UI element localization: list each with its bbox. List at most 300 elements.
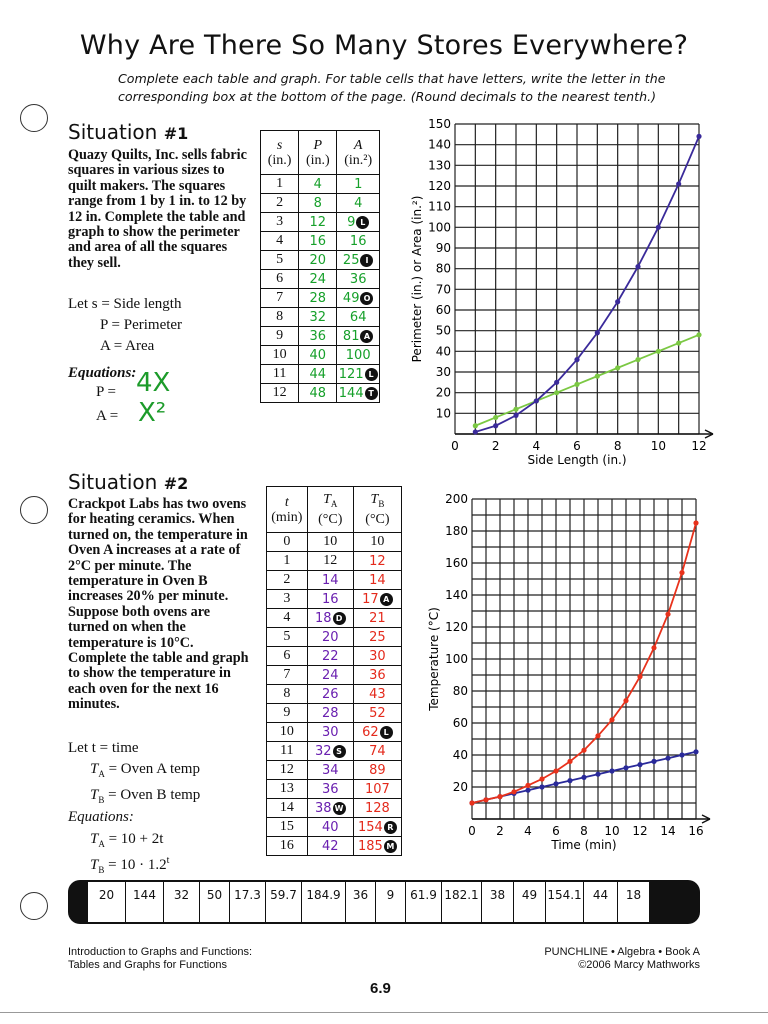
cell-s: 1: [261, 175, 299, 194]
cell-ta: [307, 628, 353, 647]
cell-tb: [353, 704, 401, 723]
cell-s: 6: [261, 270, 299, 289]
cell-a-value: 25: [342, 252, 360, 268]
cell-p: 48: [299, 384, 337, 403]
situation-1-title: Situation: [68, 120, 158, 144]
code-letter-badge: L: [356, 216, 369, 229]
data-point: [534, 398, 539, 403]
variable-s: Let s = Side length: [68, 296, 182, 312]
cell-t: 6: [267, 647, 308, 666]
table-row: [267, 628, 402, 647]
footer-left-line-2: Tables and Graphs for Functions: [68, 959, 227, 971]
variable-t: Let t = time: [68, 740, 139, 756]
cell-a-value: 49: [342, 290, 360, 306]
data-point: [473, 429, 478, 434]
cell-a-value: 121: [338, 366, 364, 382]
table-row: [261, 384, 380, 403]
data-point: [637, 674, 642, 679]
y-tick-label: 150: [428, 117, 451, 131]
answer-code-box: 49: [514, 882, 546, 922]
y-tick-label: 20: [452, 780, 468, 794]
code-letter-badge: W: [333, 802, 346, 815]
cell-ta-value: 26: [321, 686, 339, 702]
cell-ta: [307, 837, 353, 856]
data-point: [693, 749, 698, 754]
cell-t: 1: [267, 552, 308, 571]
y-tick-label: 10: [435, 406, 451, 421]
code-letter-badge: D: [333, 612, 346, 625]
cell-ta: [307, 761, 353, 780]
cell-ta-value: 20: [321, 629, 339, 645]
cell-a: [337, 175, 380, 194]
cell-ta-value: 32: [314, 743, 332, 759]
table-row: [267, 761, 402, 780]
table-row: [261, 346, 380, 365]
cell-ta-value: 12: [323, 553, 338, 568]
header-ta: $T_A$ (°C): [307, 487, 353, 533]
data-point: [637, 762, 642, 767]
variable-ta: $T_A$ = Oven A temp: [90, 761, 200, 779]
table-row: [267, 590, 402, 609]
cell-t: 3: [267, 590, 308, 609]
cell-ta: [307, 685, 353, 704]
cell-a: [337, 308, 380, 327]
table-row: [261, 251, 380, 270]
table-row: [267, 666, 402, 685]
table-row: [267, 837, 402, 856]
x-tick-label: 10: [650, 439, 666, 453]
answer-code-box: 182.1: [442, 882, 482, 922]
data-point: [539, 784, 544, 789]
situation-1-variables: [68, 294, 182, 357]
cell-t: 12: [267, 761, 308, 780]
series-line: [475, 335, 699, 426]
data-point: [656, 349, 661, 354]
answer-code-box: 154.1: [546, 882, 584, 922]
footer-left: [68, 946, 252, 972]
data-point: [679, 570, 684, 575]
y-tick-label: 110: [428, 199, 451, 214]
cell-a: [337, 384, 380, 403]
cell-tb: [353, 723, 401, 742]
data-point: [469, 800, 474, 805]
table-row: [267, 780, 402, 799]
cell-ta: [307, 533, 353, 552]
y-tick-label: 80: [435, 261, 451, 276]
y-tick-label: 60: [452, 716, 468, 730]
y-tick-label: 100: [428, 220, 451, 235]
table-row: [267, 609, 402, 628]
cell-p: 12: [299, 213, 337, 232]
cell-tb-value: 74: [369, 743, 386, 759]
cell-tb-value: 25: [369, 629, 386, 645]
data-point: [623, 765, 628, 770]
page-title: Why Are There So Many Stores Everywhere?: [79, 30, 689, 61]
answer-code-box: 18: [618, 882, 650, 922]
data-point: [665, 756, 670, 761]
cell-p: 20: [299, 251, 337, 270]
equation-tb: $T_B = 10 \cdot 1.2^t$: [90, 855, 170, 875]
cell-tb: [353, 552, 401, 571]
table-row: [267, 685, 402, 704]
cell-tb: [353, 780, 401, 799]
answer-code-box: 36: [346, 882, 376, 922]
data-point: [651, 645, 656, 650]
code-letter-badge: O: [360, 292, 373, 305]
data-point: [679, 752, 684, 757]
situation-2-graph: [420, 484, 720, 874]
data-point: [595, 772, 600, 777]
cell-ta: [307, 552, 353, 571]
variable-tb: $T_B$ = Oven B temp: [90, 787, 201, 805]
x-tick-label: 8: [613, 439, 622, 453]
x-axis-label: Time (min): [551, 838, 617, 852]
cell-tb-value: 12: [369, 553, 386, 569]
data-point: [567, 759, 572, 764]
cell-ta: [307, 704, 353, 723]
cell-ta-value: 24: [321, 667, 339, 683]
answer-code-box: 44: [584, 882, 618, 922]
answer-code-box: 144: [126, 882, 164, 922]
table-row: [267, 647, 402, 666]
data-point: [696, 134, 701, 139]
x-tick-label: 4: [524, 824, 532, 838]
binder-hole-top: [20, 104, 48, 132]
cell-t: 4: [267, 609, 308, 628]
data-point: [493, 415, 498, 420]
y-tick-label: 80: [452, 684, 468, 698]
cell-s: 11: [261, 365, 299, 384]
cell-ta-value: 22: [321, 648, 339, 664]
cell-tb-value: 89: [369, 762, 386, 778]
instructions-line-2: corresponding box at the bottom of the page. (Round decimals to the nearest tenth.): [118, 89, 656, 104]
data-point: [567, 778, 572, 783]
y-tick-label: 20: [435, 385, 451, 400]
answer-code-box: 32: [164, 882, 200, 922]
data-point: [656, 225, 661, 230]
cell-a: [337, 346, 380, 365]
cell-a-value: 81: [342, 328, 360, 344]
y-tick-label: 60: [435, 303, 451, 317]
footer-right-line-2: ©2006 Marcy Mathworks: [578, 959, 700, 971]
data-point: [513, 413, 518, 418]
equation-a-label: A =: [96, 408, 119, 424]
cell-tb-value: 62: [362, 724, 379, 740]
cell-t: 13: [267, 780, 308, 799]
cell-t: 14: [267, 799, 308, 818]
cell-tb-value: 52: [369, 705, 386, 721]
cell-tb: [353, 571, 401, 590]
situation-2-description: Crackpot Labs has two ovens for heating ceramics. When turned on, the temperature in Oven A increases at a rate of 2°C per minute. The temperature in Oven B increases 20% per minute. Suppose both ovens are turned on when the temperature is 10°C. Complete the table and graph to show the temperature in each oven for the next 16 minutes.: [68, 496, 249, 713]
table-row: [267, 723, 402, 742]
table-row: [267, 571, 402, 590]
y-axis-label: Perimeter (in.) or Area (in.²): [410, 195, 424, 363]
cell-tb-value: 21: [369, 610, 386, 626]
x-tick-label: 10: [604, 824, 620, 838]
situation-1-heading: [68, 120, 188, 144]
cell-t: 11: [267, 742, 308, 761]
data-point: [513, 407, 518, 412]
answer-code-box: 17.3: [230, 882, 266, 922]
code-letter-badge: I: [360, 254, 373, 267]
table-row: [267, 799, 402, 818]
page-number: 6.9: [370, 980, 391, 997]
situation-1-table: [260, 130, 380, 403]
cell-ta-value: 40: [321, 819, 339, 835]
cell-ta-value: 28: [321, 705, 339, 721]
cell-tb: [353, 837, 401, 856]
data-point: [553, 781, 558, 786]
x-tick-label: 4: [532, 439, 541, 453]
cell-ta-value: 30: [321, 724, 339, 740]
data-point: [615, 299, 620, 304]
cell-a: [337, 289, 380, 308]
cell-ta: [307, 571, 353, 590]
equation-p-label: P =: [96, 384, 116, 400]
cell-tb-value: 185: [358, 838, 383, 854]
data-point: [539, 776, 544, 781]
cell-a: [337, 327, 380, 346]
x-tick-label: 12: [691, 439, 707, 453]
situation-1-description: Quazy Quilts, Inc. sells fabric squares in various sizes to quilt makers. The squares range from 1 by 1 in. to 12 by 12 in. Complete the table and graph to show the perimeter and area of all the squares they sell.: [68, 147, 247, 271]
cell-a: [337, 251, 380, 270]
x-tick-label: 2: [491, 439, 500, 453]
data-point: [635, 357, 640, 362]
x-tick-label: 6: [552, 824, 560, 838]
x-axis-label: Side Length (in.): [527, 453, 627, 467]
code-letter-badge: A: [360, 330, 373, 343]
cell-ta: [307, 723, 353, 742]
cell-tb-value: 128: [365, 800, 390, 816]
y-tick-label: 40: [452, 748, 468, 762]
data-point: [595, 330, 600, 335]
answer-code-box: 59.7: [266, 882, 302, 922]
data-point: [595, 374, 600, 379]
y-axis-label: Temperature (°C): [427, 607, 441, 711]
footer-right: [544, 946, 700, 972]
cell-tb-value: 43: [369, 686, 386, 702]
cell-tb: [353, 590, 401, 609]
data-point: [615, 365, 620, 370]
table-row: [261, 194, 380, 213]
cell-t: 9: [267, 704, 308, 723]
cell-tb: [353, 685, 401, 704]
data-point: [525, 788, 530, 793]
cell-ta-value: 16: [321, 591, 339, 607]
cell-a-value: 1: [354, 176, 363, 192]
situation-1-number: #1: [163, 124, 189, 143]
table-row: [267, 742, 402, 761]
variable-p: P = Perimeter: [100, 317, 183, 333]
cell-ta: [307, 609, 353, 628]
cell-tb: [353, 666, 401, 685]
table-row: [261, 308, 380, 327]
cell-ta: [307, 590, 353, 609]
cell-ta: [307, 666, 353, 685]
cell-ta-value: 14: [321, 572, 339, 588]
code-letter-badge: R: [384, 821, 397, 834]
cell-p: 24: [299, 270, 337, 289]
binder-hole-middle: [20, 496, 48, 524]
situation-2-number: #2: [163, 474, 189, 493]
cell-a-value: 16: [349, 233, 367, 249]
data-point: [511, 789, 516, 794]
header-t: t (min): [267, 487, 308, 533]
cell-a: [337, 270, 380, 289]
cell-s: 4: [261, 232, 299, 251]
answer-code-box: 184.9: [302, 882, 346, 922]
code-letter-badge: L: [380, 726, 393, 739]
bottom-rule: [0, 1012, 768, 1013]
code-letter-badge: M: [384, 840, 397, 853]
table-row: [267, 552, 402, 571]
x-tick-label: 8: [580, 824, 588, 838]
data-point: [581, 775, 586, 780]
x-tick-label: 0: [451, 439, 459, 453]
series-line: [475, 136, 699, 432]
cell-a-value: 36: [349, 271, 367, 287]
data-point: [623, 698, 628, 703]
table-row: [261, 232, 380, 251]
data-point: [497, 794, 502, 799]
cell-p: 36: [299, 327, 337, 346]
cell-a-value: 100: [345, 347, 371, 363]
cell-s: 7: [261, 289, 299, 308]
y-tick-label: 120: [445, 620, 468, 634]
grid: [472, 499, 696, 819]
cell-s: 8: [261, 308, 299, 327]
cell-t: 10: [267, 723, 308, 742]
cell-p: 8: [299, 194, 337, 213]
data-point: [665, 612, 670, 617]
cell-ta-value: 38: [314, 800, 332, 816]
data-point: [473, 423, 478, 428]
cell-s: 2: [261, 194, 299, 213]
table-row: [261, 270, 380, 289]
y-tick-label: 200: [445, 492, 468, 506]
y-tick-label: 140: [445, 588, 468, 602]
cell-ta: [307, 818, 353, 837]
cell-a-value: 9: [347, 214, 356, 230]
header-p: P (in.): [299, 131, 337, 175]
cell-p: 44: [299, 365, 337, 384]
header-a: A (in.²): [337, 131, 380, 175]
cell-t: 8: [267, 685, 308, 704]
instructions: [118, 70, 678, 106]
cell-p: 28: [299, 289, 337, 308]
y-tick-label: 40: [435, 344, 451, 359]
header-tb: $T_B$ (°C): [353, 487, 401, 533]
data-point: [635, 264, 640, 269]
equation-a-answer: X²: [138, 398, 167, 428]
cell-a: [337, 194, 380, 213]
data-point: [581, 748, 586, 753]
cell-a: [337, 213, 380, 232]
y-tick-label: 140: [428, 137, 451, 152]
cell-ta: [307, 647, 353, 666]
y-tick-label: 100: [445, 652, 468, 666]
y-tick-label: 120: [428, 179, 451, 193]
cell-s: 5: [261, 251, 299, 270]
data-point: [609, 717, 614, 722]
answer-code-box: 20: [88, 882, 126, 922]
y-tick-label: 180: [445, 524, 468, 538]
answer-code-boxes: [88, 882, 650, 922]
data-point: [696, 332, 701, 337]
header-s: s (in.): [261, 131, 299, 175]
cell-ta-value: 42: [321, 838, 339, 854]
cell-tb: [353, 628, 401, 647]
table-row: [267, 704, 402, 723]
y-tick-label: 30: [435, 365, 451, 379]
cell-tb: [353, 609, 401, 628]
grid: [455, 124, 699, 434]
data-point: [676, 340, 681, 345]
data-point: [525, 783, 530, 788]
cell-tb: [353, 799, 401, 818]
x-tick-label: 2: [496, 824, 504, 838]
cell-t: 7: [267, 666, 308, 685]
y-tick-label: 70: [435, 282, 451, 297]
table-row: [261, 289, 380, 308]
variable-a: A = Area: [100, 338, 155, 354]
situation-2-title: Situation: [68, 470, 158, 494]
footer-right-line-1: PUNCHLINE • Algebra • Book A: [544, 946, 700, 958]
data-point: [483, 797, 488, 802]
situation-2-table: [266, 486, 402, 856]
answer-code-box: 38: [482, 882, 514, 922]
binder-hole-bottom: [20, 892, 48, 920]
cell-tb: [353, 647, 401, 666]
cell-ta: [307, 799, 353, 818]
equation-p-answer: 4X: [136, 368, 171, 398]
cell-ta: [307, 742, 353, 761]
cell-tb: [353, 761, 401, 780]
code-letter-badge: A: [380, 593, 393, 606]
data-point: [574, 382, 579, 387]
cell-a-value: 64: [349, 309, 367, 325]
cell-s: 9: [261, 327, 299, 346]
table-row: [261, 365, 380, 384]
answer-code-box: 50: [200, 882, 230, 922]
data-point: [676, 181, 681, 186]
cell-t: 15: [267, 818, 308, 837]
data-point: [493, 423, 498, 428]
table-row: [261, 213, 380, 232]
data-point: [693, 520, 698, 525]
cell-t: 16: [267, 837, 308, 856]
x-tick-label: 6: [573, 439, 581, 453]
data-point: [574, 357, 579, 362]
data-point: [651, 759, 656, 764]
situation-2-equations-label: Equations:: [68, 809, 134, 825]
answer-code-box: 9: [376, 882, 406, 922]
data-point: [595, 733, 600, 738]
instructions-line-1: Complete each table and graph. For table cells that have letters, write the letter in the: [118, 71, 666, 86]
answer-code-box: 61.9: [406, 882, 442, 922]
cell-ta-value: 18: [314, 610, 332, 626]
cell-tb-value: 17: [362, 591, 379, 607]
cell-ta-value: 34: [321, 762, 339, 778]
situation-2-heading: [68, 470, 188, 494]
cell-t: 0: [267, 533, 308, 552]
code-letter-badge: L: [365, 368, 378, 381]
cell-a-value: 4: [354, 195, 363, 211]
cell-a: [337, 365, 380, 384]
y-tick-label: 130: [428, 158, 451, 173]
cell-t: 5: [267, 628, 308, 647]
cell-s: 3: [261, 213, 299, 232]
